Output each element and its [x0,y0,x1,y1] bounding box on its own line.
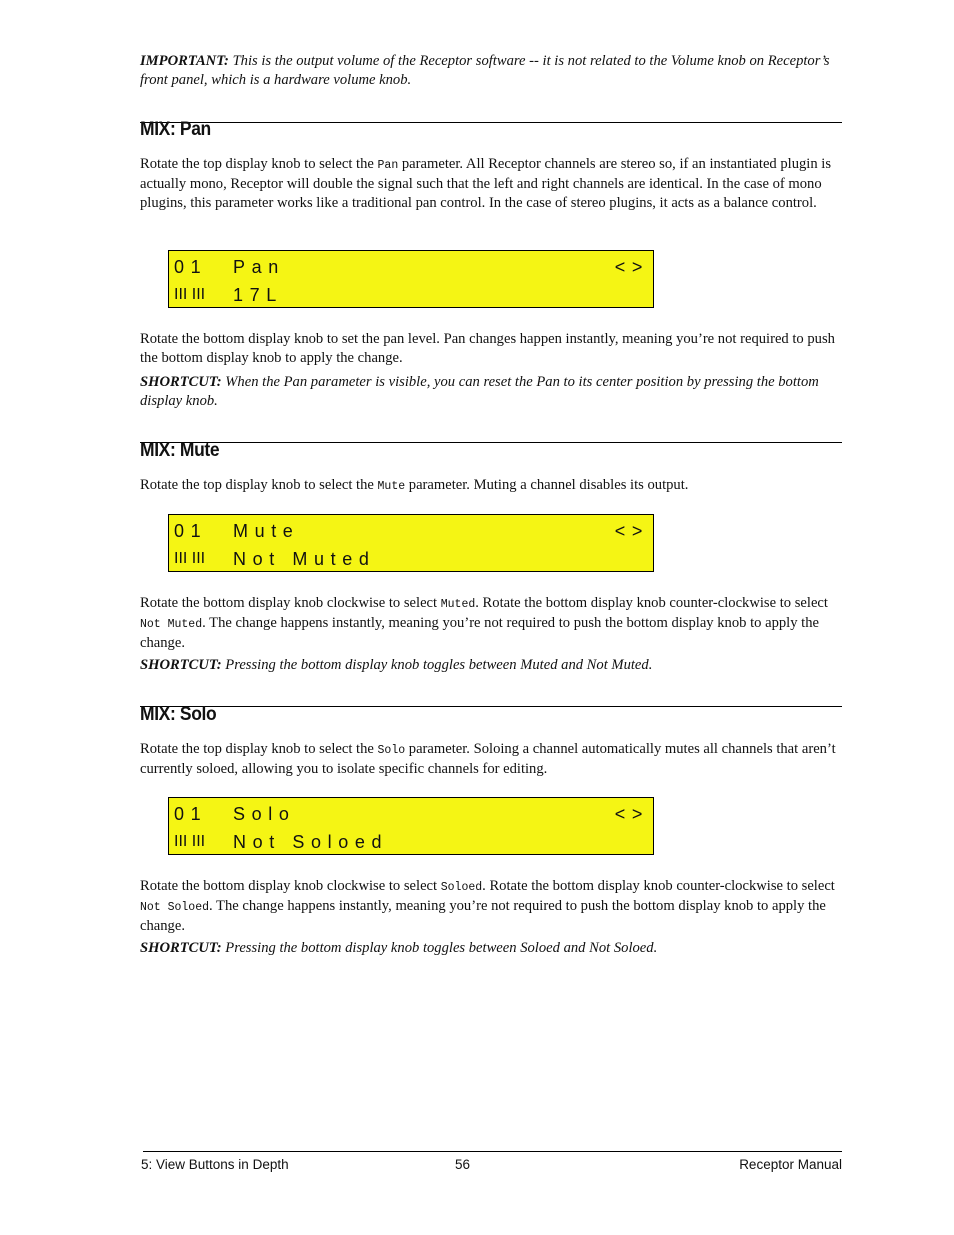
shortcut-text: Pressing the bottom display knob toggles between Soloed and Not Soloed. [221,940,658,956]
lcd-channel: 01 [174,804,208,824]
lcd-param: Pan [233,257,285,277]
text: . Rotate the bottom display knob counter-clockwise to select [475,595,828,611]
solo-shortcut [140,939,842,958]
footer-chapter: 5: View Buttons in Depth [141,1157,289,1172]
section-divider [140,122,842,123]
shortcut-label: SHORTCUT: [140,657,222,673]
lcd-channel: 01 [174,257,208,277]
text: parameter. All Receptor channels are stereo so, if an instantiated plugin is actually mono, Receptor will double the signal such that the left and right channels are identical. In the case of mono plugins, this parameter works like a traditional pan control. In the case of stereo plugins, it acts as a balance control. [140,156,832,211]
important-text: This is the output volume of the Receptor software -- it is not related to the Volume knob on Receptor’s front panel, which is a hardware volume knob. [140,53,830,88]
text: parameter. Muting a channel disables its output. [405,477,689,493]
lcd-display-pan [168,250,654,308]
solo-after [140,877,842,936]
section-divider [140,706,842,707]
lcd-param: Solo [233,804,296,824]
text: parameter. Soloing a channel automatically mutes all channels that aren’t currently soloed, allowing you to isolate specific channels for editing. [140,741,836,777]
section-heading-mute: MIX: Mute [140,440,220,461]
inline-code: Soloed [440,881,483,894]
lcd-arrows: <> [614,521,649,541]
lcd-meter-icon: III III [174,286,206,303]
section-heading-pan: MIX: Pan [140,119,211,140]
text: Rotate the bottom display knob clockwise to select [140,595,441,611]
inline-code: Not Soloed [140,901,210,914]
shortcut-label: SHORTCUT: [140,940,222,956]
lcd-value: 17L [233,285,283,305]
text: . The change happens instantly, meaning you’re not required to push the bottom display knob to apply the change. [140,898,826,934]
lcd-arrows: <> [614,804,649,824]
lcd-channel: 01 [174,521,208,541]
text: Rotate the top display knob to select the [140,156,378,172]
text: . The change happens instantly, meaning you’re not required to push the bottom display knob to apply the change. [140,615,819,651]
inline-code: Pan [377,159,399,172]
pan-shortcut [140,373,842,411]
inline-code: Mute [377,480,406,493]
inline-code: Not Muted [140,618,203,631]
solo-intro [140,740,842,779]
inline-code: Solo [377,744,406,757]
lcd-value: Not Soloed [233,832,389,852]
section-divider [140,442,842,443]
pan-intro [140,155,842,213]
mute-shortcut [140,656,842,675]
shortcut-label: SHORTCUT: [140,374,222,390]
lcd-meter-icon: III III [174,833,206,850]
lcd-meter-icon: III III [174,550,206,567]
text: Rotate the bottom display knob clockwise to select [140,878,441,894]
footer-manual-title: Receptor Manual [739,1157,842,1172]
section-heading-solo: MIX: Solo [140,704,217,725]
text: . Rotate the bottom display knob counter-clockwise to select [482,878,835,894]
footer-page-number: 56 [455,1157,471,1172]
shortcut-text: Pressing the bottom display knob toggles between Muted and Not Muted. [221,657,653,673]
lcd-display-solo [168,797,654,855]
lcd-arrows: <> [614,257,649,277]
important-label: IMPORTANT: [140,53,229,69]
mute-after [140,594,842,653]
important-note [140,52,842,90]
lcd-value: Not Muted [233,549,376,569]
lcd-display-mute [168,514,654,572]
text: Rotate the top display knob to select the [140,477,378,493]
inline-code: Muted [440,598,476,611]
shortcut-text: When the Pan parameter is visible, you can reset the Pan to its center position by pressing the bottom display knob. [140,374,819,409]
text: Rotate the top display knob to select the [140,741,378,757]
pan-after: Rotate the bottom display knob to set the pan level. Pan changes happen instantly, meaning you’re not required to push the bottom display knob to apply the change. [140,331,835,366]
lcd-param: Mute [233,521,300,541]
mute-intro [140,476,842,496]
footer-divider [143,1151,842,1152]
